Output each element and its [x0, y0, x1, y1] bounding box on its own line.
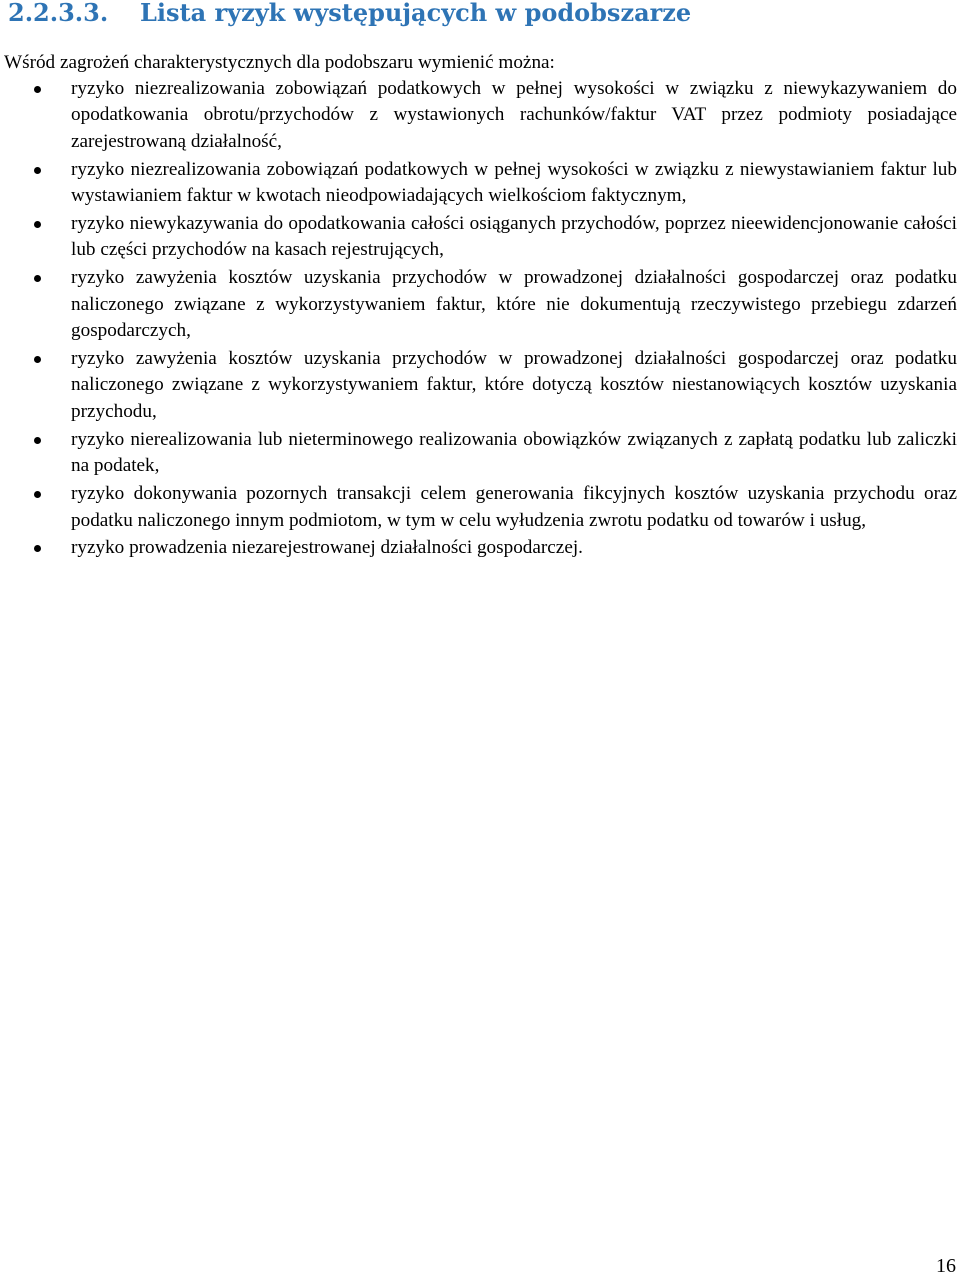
risk-item: [0, 211, 957, 264]
risk-text: ryzyko prowadzenia niezarejestrowanej działalności gospodarczej.: [71, 537, 583, 559]
section-heading: [8, 0, 908, 28]
risk-text: ryzyko nierealizowania lub nieterminowego realizowania obowiązków związanych z zapłatą podatku lub zaliczki na podatek,: [71, 428, 957, 477]
bullet-icon: [34, 275, 41, 282]
risk-item: [0, 346, 957, 425]
risk-item: [0, 535, 957, 561]
intro-paragraph: Wśród zagrożeń charakterystycznych dla podobszaru wymienić można:: [4, 52, 555, 73]
risk-text: ryzyko niewykazywania do opodatkowania całości osiąganych przychodów, poprzez nieewidencjonowanie całości lub części przychodów na kasach rejestrujących,: [71, 213, 957, 261]
risk-item: [0, 157, 957, 210]
bullet-icon: [34, 356, 41, 363]
bullet-icon: [34, 86, 41, 93]
page-number: 16: [936, 1255, 956, 1277]
risk-item: [0, 481, 957, 534]
bullet-icon: [34, 167, 41, 174]
risk-item: [0, 76, 957, 155]
risk-text: ryzyko niezrealizowania zobowiązań podatkowych w pełnej wysokości w związku z niewystawianiem faktur lub wystawianiem faktur w kwotach nieodpowiadających wielkościom faktycznym,: [71, 158, 957, 207]
risk-list: [0, 76, 960, 563]
bullet-icon: [34, 437, 41, 444]
risk-text: ryzyko dokonywania pozornych transakcji celem generowania fikcyjnych kosztów uzyskania przychodu oraz podatku naliczonego innym podmiotom, w tym w celu wyłudzenia zwrotu podatku od towarów i usług,: [71, 483, 957, 531]
bullet-icon: [34, 221, 41, 228]
risk-text: ryzyko niezrealizowania zobowiązań podatkowych w pełnej wysokości w związku z niewykazywaniem do opodatkowania obrotu/przychodów z wystawionych rachunków/faktur VAT przez podmioty posiadające zarejestrowaną działalność,: [71, 78, 957, 152]
risk-text: ryzyko zawyżenia kosztów uzyskania przychodów w prowadzonej działalności gospodarczej oraz podatku naliczonego związane z wykorzystywaniem faktur, które nie dokumentują rzeczywistego przebiegu zdarzeń gospodarczych,: [71, 267, 957, 342]
risk-text: ryzyko zawyżenia kosztów uzyskania przychodów w prowadzonej działalności gospodarczej oraz podatku naliczonego związane z wykorzystywaniem faktur, które dotyczą kosztów niestanowiących kosztów uzyskania przychodu,: [71, 348, 957, 422]
section-title: Lista ryzyk występujących w podobszarze: [140, 0, 692, 27]
bullet-icon: [34, 545, 41, 552]
risk-item: [0, 427, 957, 480]
risk-item: [0, 265, 957, 344]
bullet-icon: [34, 491, 41, 498]
section-number: 2.2.3.3.: [8, 0, 109, 27]
